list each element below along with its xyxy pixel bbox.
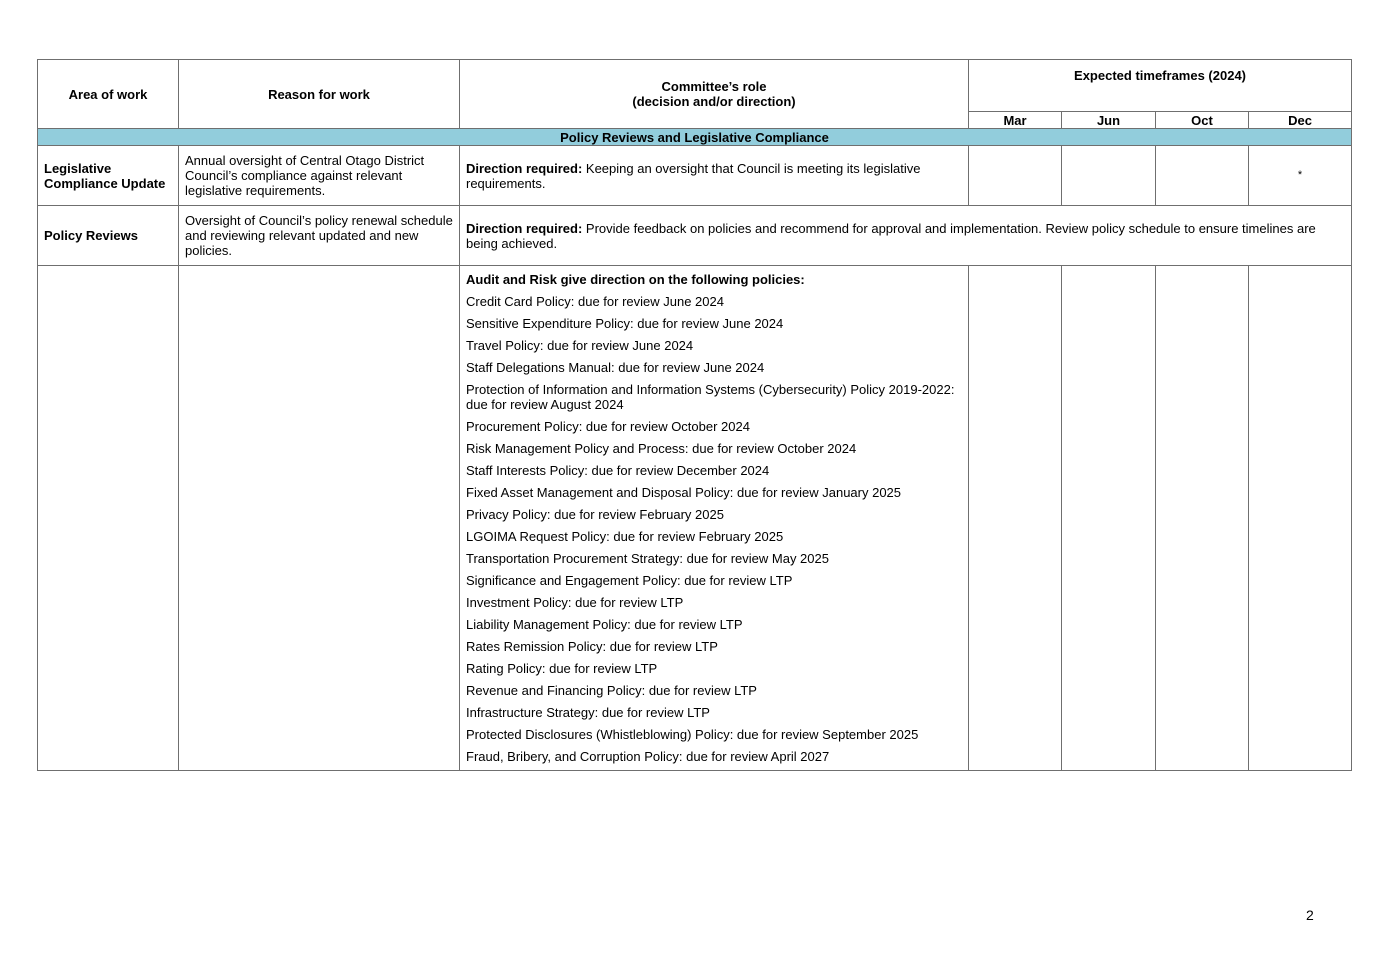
section-title: Policy Reviews and Legislative Compliance: [38, 129, 1352, 146]
header-month-jun: Jun: [1062, 112, 1156, 129]
direction-text: Provide feedback on policies and recommend for approval and implementation. Review policy schedule to ensure timelines are being achieved.: [466, 220, 1316, 251]
page-number: 2: [1306, 907, 1314, 923]
list-item: Significance and Engagement Policy: due for review LTP: [466, 573, 793, 588]
list-item: Privacy Policy: due for review February 2025: [466, 507, 724, 522]
cell-oct: [1156, 266, 1249, 771]
table-row-policy-list: [38, 266, 1352, 771]
list-item: Transportation Procurement Strategy: due for review May 2025: [466, 551, 829, 566]
header-area-of-work: Area of work: [38, 60, 179, 129]
cell-empty-area: [38, 266, 179, 771]
table-row-policy-reviews: [38, 206, 1352, 266]
cell-mar: [969, 146, 1062, 206]
list-item: Travel Policy: due for review June 2024: [466, 338, 694, 353]
list-item: Credit Card Policy: due for review June 2024: [466, 294, 724, 309]
list-item: Protected Disclosures (Whistleblowing) Policy: due for review September 2025: [466, 727, 919, 742]
list-item: Liability Management Policy: due for review LTP: [466, 617, 743, 632]
list-item: Protection of Information and Information Systems (Cybersecurity) Policy 2019-2022: due for review August 2024: [466, 382, 955, 412]
list-item: Investment Policy: due for review LTP: [466, 595, 684, 610]
cell-dec-mark: *: [1249, 146, 1352, 206]
table-row-legislative-compliance: [38, 146, 1352, 206]
cell-mar: [969, 266, 1062, 771]
list-item: LGOIMA Request Policy: due for review February 2025: [466, 529, 784, 544]
header-month-dec: Dec: [1249, 112, 1352, 129]
policy-list-cell: [460, 266, 969, 771]
row-area-label: Policy Reviews: [38, 206, 179, 266]
cell-empty-reason: [179, 266, 460, 771]
policy-list-title: Audit and Risk give direction on the following policies:: [466, 272, 805, 287]
work-programme-table: [37, 59, 1352, 771]
row-area-label: Legislative Compliance Update: [38, 146, 179, 206]
row-committee-role: [460, 206, 1352, 266]
cell-jun: [1062, 146, 1156, 206]
header-expected-timeframes: Expected timeframes (2024): [969, 60, 1352, 112]
list-item: Staff Delegations Manual: due for review June 2024: [466, 360, 765, 375]
list-item: Risk Management Policy and Process: due for review October 2024: [466, 441, 857, 456]
header-committee-role-line2: (decision and/or direction): [632, 94, 796, 109]
list-item: Rating Policy: due for review LTP: [466, 661, 658, 676]
list-item: Revenue and Financing Policy: due for review LTP: [466, 683, 757, 698]
list-item: Sensitive Expenditure Policy: due for review June 2024: [466, 316, 784, 331]
policy-list: [466, 294, 962, 764]
header-month-mar: Mar: [969, 112, 1062, 129]
cell-oct: [1156, 146, 1249, 206]
header-committee-role-line1: Committee’s role: [661, 79, 767, 94]
cell-dec: [1249, 266, 1352, 771]
row-committee-role: [460, 146, 969, 206]
list-item: Rates Remission Policy: due for review LTP: [466, 639, 718, 654]
header-month-oct: Oct: [1156, 112, 1249, 129]
direction-required-label: Direction required:: [466, 160, 583, 176]
list-item: Infrastructure Strategy: due for review LTP: [466, 705, 710, 720]
row-reason-text: Annual oversight of Central Otago District Council’s compliance against relevant legislative requirements.: [179, 146, 460, 206]
direction-required-label: Direction required:: [466, 220, 583, 236]
list-item: Staff Interests Policy: due for review December 2024: [466, 463, 770, 478]
list-item: Fixed Asset Management and Disposal Policy: due for review January 2025: [466, 485, 902, 500]
direction-text: Keeping an oversight that Council is meeting its legislative requirements.: [466, 160, 921, 191]
list-item: Procurement Policy: due for review October 2024: [466, 419, 750, 434]
cell-jun: [1062, 266, 1156, 771]
header-reason-for-work: Reason for work: [179, 60, 460, 129]
list-item: Fraud, Bribery, and Corruption Policy: due for review April 2027: [466, 749, 830, 764]
row-reason-text: Oversight of Council’s policy renewal schedule and reviewing relevant updated and new policies.: [179, 206, 460, 266]
header-committee-role: [460, 60, 969, 129]
